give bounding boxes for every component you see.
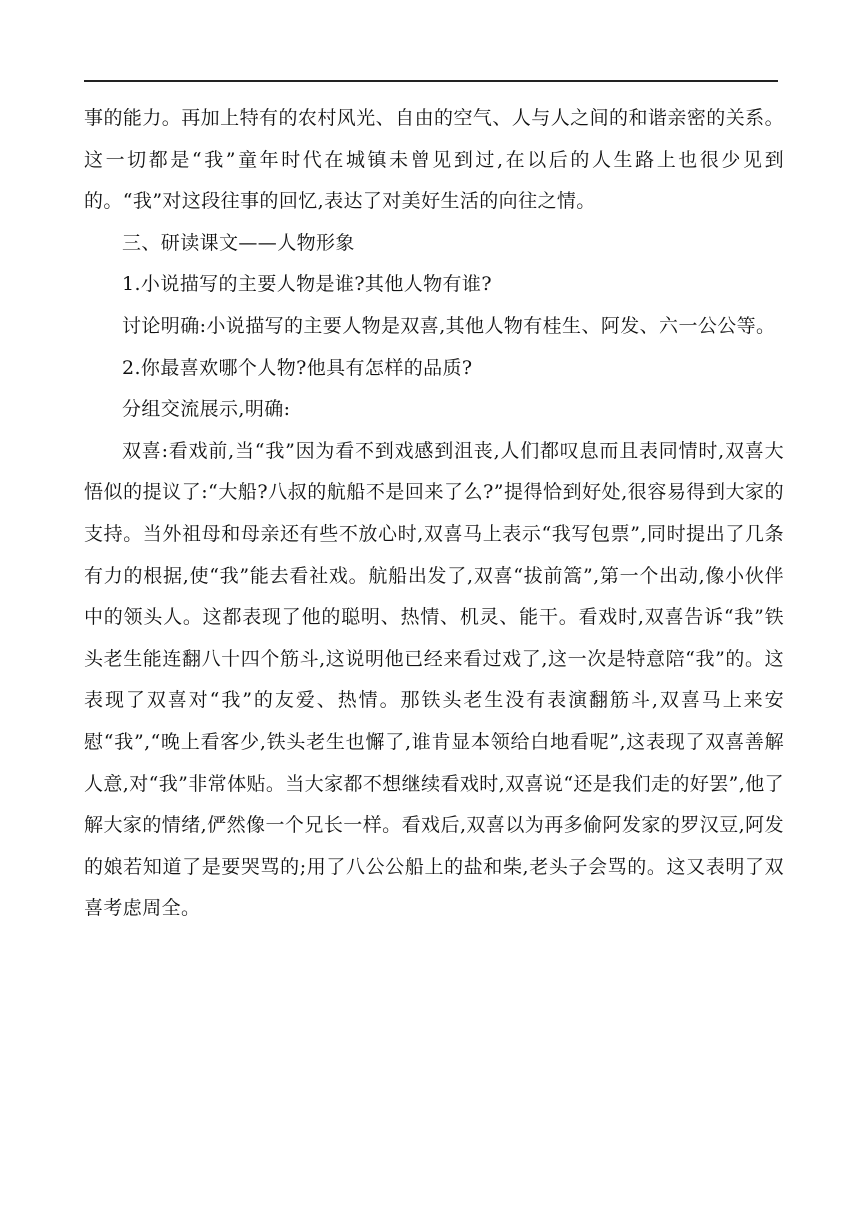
document-body: [84, 98, 784, 930]
section-heading: 三、研读课文——人物形象: [122, 231, 355, 254]
answer-2-intro: 分组交流展示,明确:: [122, 398, 291, 421]
answer-2-body: 双喜:看戏前,当“我”因为看不到戏感到沮丧,人们都叹息而且表同情时,双喜大悟似的提议了:“大船?八叔的航船不是回来了么?”提得恰到好处,很容易得到大家的支持。当外祖母和母亲还有些不放心时,双喜马上表示“我写包票”,同时提出了几条有力的根据,使“我”能去看社戏。航船出发了,双喜“拔前篙”,第一个出动,像小伙伴中的领头人。这都表现了他的聪明、热情、机灵、能干。看戏时,双喜告诉“我”铁头老生能连翻八十四个筋斗,这说明他已经来看过戏了,这一次是特意陪“我”的。这表现了双喜对“我”的友爱、热情。那铁头老生没有表演翻筋斗,双喜马上来安慰“我”,“晚上看客少,铁头老生也懈了,谁肯显本领给白地看呢”,这表现了双喜善解人意,对“我”非常体贴。当大家都不想继续看戏时,双喜说“还是我们走的好罢”,他了解大家的情绪,俨然像一个兄长一样。看戏后,双喜以为再多偷阿发家的罗汉豆,阿发的娘若知道了是要哭骂的;用了八公公船上的盐和柴,老头子会骂的。这又表明了双喜考虑周全。: [84, 439, 784, 920]
header-rule: [84, 80, 778, 82]
question-1: 1.小说描写的主要人物是谁?其他人物有谁?: [122, 273, 492, 296]
paragraph-continuation: 事的能力。再加上特有的农村风光、自由的空气、人与人之间的和谐亲密的关系。这一切都是“我”童年时代在城镇未曾见到过,在以后的人生路上也很少见到的。“我”对这段往事的回忆,表达了对美好生活的向往之情。: [84, 107, 784, 213]
answer-1: 讨论明确:小说描写的主要人物是双喜,其他人物有桂生、阿发、六一公公等。: [122, 314, 776, 337]
question-2: 2.你最喜欢哪个人物?他具有怎样的品质?: [122, 356, 473, 379]
